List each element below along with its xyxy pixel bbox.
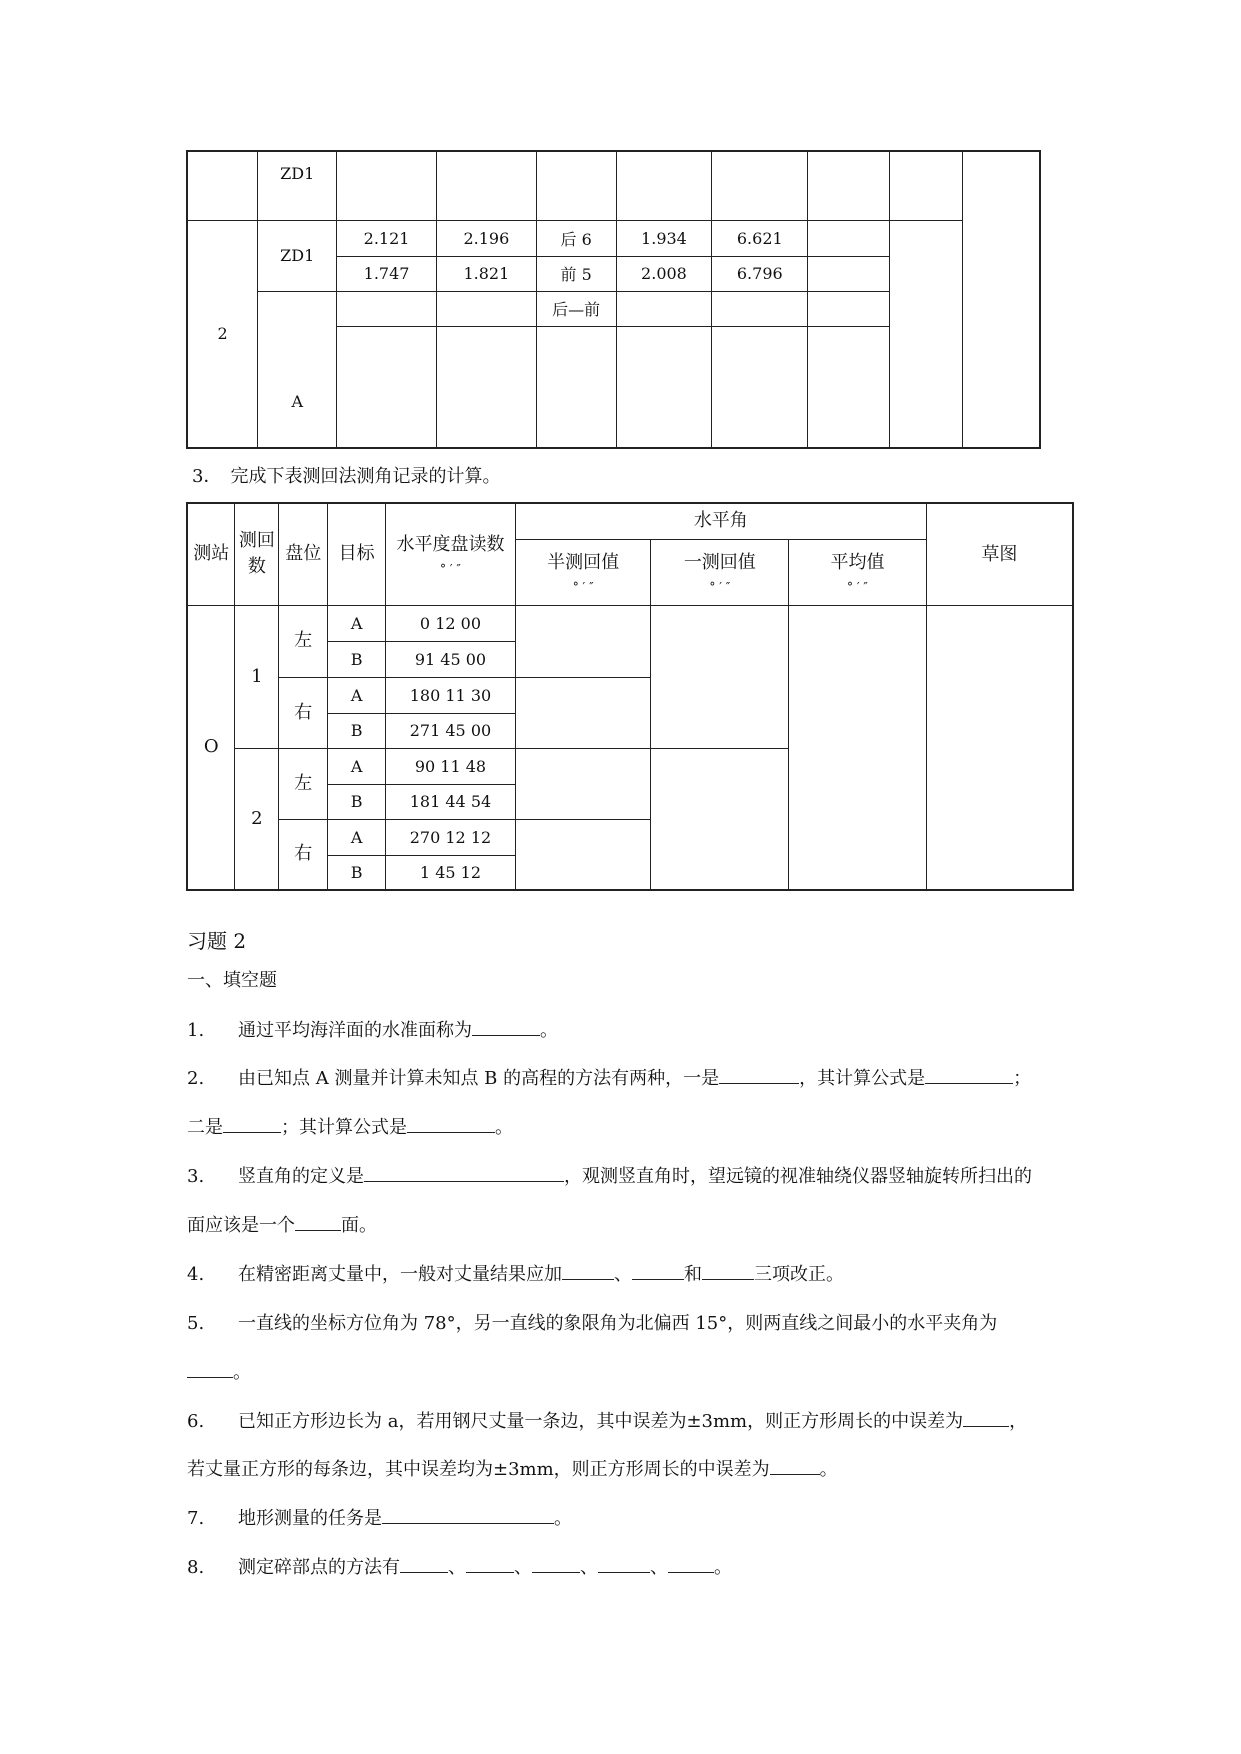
table-cell — [712, 291, 808, 326]
table-cell — [616, 291, 712, 326]
target-cell: A — [328, 605, 386, 641]
blank[interactable] — [472, 1017, 540, 1036]
table-cell — [962, 151, 1040, 448]
blank[interactable] — [532, 1554, 580, 1573]
separator: 、 — [514, 1557, 532, 1578]
header-reading-unit: ° ′ ″ — [440, 562, 461, 577]
question-text: 、 — [614, 1264, 632, 1285]
half-round-cell — [515, 748, 651, 819]
header-half-round — [515, 539, 651, 605]
table-cell — [808, 220, 890, 256]
question-text: ， — [1009, 1411, 1028, 1432]
leveling-table — [186, 150, 1041, 449]
point-label: ZD1 — [258, 151, 337, 220]
reading-cell: 1 45 12 — [386, 855, 516, 890]
station-number: 2 — [187, 220, 258, 448]
question-number: 2. — [187, 1068, 205, 1089]
header-reading — [386, 503, 516, 605]
question-text: ；其计算公式是 — [281, 1117, 407, 1138]
table-cell — [436, 291, 536, 326]
question-number: 3. — [187, 1166, 205, 1187]
separator: 、 — [580, 1557, 598, 1578]
question-text: 二是 — [187, 1117, 223, 1138]
question-number: 8. — [187, 1557, 205, 1578]
blank[interactable] — [963, 1408, 1009, 1427]
question-text: 若丈量正方形的每条边，其中误差均为±3mm，则正方形周长的中误差为 — [187, 1459, 770, 1480]
question-number: 6. — [187, 1411, 205, 1432]
header-horizontal-angle: 水平角 — [515, 503, 926, 539]
table-cell — [808, 291, 890, 326]
blank[interactable] — [187, 1359, 233, 1378]
header-face: 盘位 — [279, 503, 328, 605]
question-8 — [187, 1553, 732, 1579]
question-text: 由已知点 A 测量并计算未知点 B 的高程的方法有两种，一是 — [238, 1068, 720, 1089]
blank[interactable] — [466, 1554, 514, 1573]
question-1 — [187, 1016, 558, 1042]
question-number: 7. — [187, 1508, 205, 1529]
question-text: 已知正方形边长为 a，若用钢尺丈量一条边，其中误差为±3mm，则正方形周长的中误差为 — [238, 1411, 964, 1432]
question-4 — [187, 1260, 844, 1286]
angle-table — [186, 502, 1074, 891]
question-text: 在精密距离丈量中，一般对丈量结果应加 — [238, 1264, 562, 1285]
question-text: 地形测量的任务是 — [238, 1508, 382, 1529]
face-right: 右 — [279, 677, 328, 748]
question-text: 通过平均海洋面的水准面称为 — [238, 1020, 472, 1041]
question-text: ，其计算公式是 — [799, 1068, 926, 1089]
reading-cell: 180 11 30 — [386, 677, 516, 713]
round-2: 2 — [235, 748, 279, 890]
question-text: 。 — [714, 1557, 732, 1578]
target-cell: A — [328, 748, 386, 784]
question-text: 。 — [540, 1020, 558, 1041]
question-text: ； — [1013, 1068, 1032, 1089]
reading-cell: 91 45 00 — [386, 641, 516, 677]
header-average — [789, 539, 927, 605]
header-one-round-label: 一测回值 — [683, 552, 756, 573]
separator: 、 — [650, 1557, 668, 1578]
table-cell — [808, 151, 890, 220]
header-station: 测站 — [187, 503, 235, 605]
blank[interactable] — [407, 1114, 495, 1133]
blank[interactable] — [295, 1212, 341, 1231]
blank[interactable] — [562, 1261, 614, 1280]
blank[interactable] — [400, 1554, 448, 1573]
table-cell: 2.121 — [337, 220, 437, 256]
table-cell — [808, 256, 890, 291]
table-cell — [808, 326, 890, 448]
question-text: ，观测竖直角时，望远镜的视准轴绕仪器竖轴旋转所扫出的 — [564, 1166, 1032, 1187]
point-label: A — [258, 291, 337, 448]
question-text: 。 — [495, 1117, 513, 1138]
header-reading-label: 水平度盘读数 — [396, 534, 505, 556]
table-cell: 1.821 — [436, 256, 536, 291]
table-cell: 2.008 — [616, 256, 712, 291]
target-cell: B — [328, 713, 386, 748]
header-unit: ° ′ ″ — [847, 580, 868, 594]
target-cell: A — [328, 677, 386, 713]
table-cell: 1.747 — [337, 256, 437, 291]
table-cell — [536, 326, 616, 448]
table-cell: 1.934 — [616, 220, 712, 256]
reading-cell: 90 11 48 — [386, 748, 516, 784]
question-text: 。 — [819, 1459, 838, 1480]
blank[interactable] — [719, 1065, 799, 1084]
table-cell: 后 6 — [536, 220, 616, 256]
header-unit: ° ′ ″ — [572, 580, 594, 594]
header-target: 目标 — [328, 503, 386, 605]
reading-cell: 0 12 00 — [386, 605, 516, 641]
target-cell: B — [328, 855, 386, 890]
half-round-cell — [515, 819, 651, 890]
question-6 — [187, 1407, 1027, 1433]
table-cell — [337, 291, 437, 326]
blank[interactable] — [668, 1554, 714, 1573]
table-cell: 6.796 — [712, 256, 808, 291]
header-average-label: 平均值 — [830, 552, 885, 573]
question-2-line-2 — [187, 1113, 513, 1139]
separator: 、 — [448, 1557, 466, 1578]
question-7 — [187, 1504, 572, 1530]
table-cell — [436, 151, 536, 220]
blank[interactable] — [770, 1456, 820, 1475]
table-cell — [712, 326, 808, 448]
one-round-cell — [651, 748, 789, 890]
target-cell: B — [328, 784, 386, 819]
sketch-cell — [926, 605, 1073, 890]
point-label: ZD1 — [258, 220, 337, 291]
target-cell: A — [328, 819, 386, 855]
question-text: 和 — [684, 1264, 702, 1285]
table-cell: 前 5 — [536, 256, 616, 291]
table-cell — [337, 151, 437, 220]
question-text: 一直线的坐标方位角为 78°，另一直线的象限角为北偏西 15°，则两直线之间最小的水平夹角为 — [238, 1313, 998, 1334]
table-cell — [616, 151, 712, 220]
question-3-title: 3． 完成下表测回法测角记录的计算。 — [192, 466, 501, 487]
header-sketch: 草图 — [926, 503, 1073, 605]
station-o: O — [187, 605, 235, 890]
question-3 — [187, 1162, 1032, 1188]
header-rounds: 测回数 — [235, 503, 279, 605]
subsection-title: 一、填空题 — [187, 970, 277, 991]
blank[interactable] — [702, 1261, 754, 1280]
header-unit: ° ′ ″ — [709, 580, 731, 594]
table-cell: 6.621 — [712, 220, 808, 256]
table-cell — [187, 151, 258, 220]
question-2 — [187, 1064, 1031, 1090]
face-right: 右 — [279, 819, 328, 890]
question-5-line-2 — [187, 1358, 251, 1384]
half-round-cell — [515, 677, 651, 748]
half-round-cell — [515, 605, 651, 677]
reading-cell: 270 12 12 — [386, 819, 516, 855]
target-cell: B — [328, 641, 386, 677]
question-text: 三项改正。 — [754, 1264, 844, 1285]
reading-cell: 181 44 54 — [386, 784, 516, 819]
reading-cell: 271 45 00 — [386, 713, 516, 748]
question-text: 竖直角的定义是 — [238, 1166, 364, 1187]
header-half-round-label: 半测回值 — [547, 552, 620, 573]
question-number: 1. — [187, 1020, 205, 1041]
table-cell — [536, 151, 616, 220]
table-cell — [616, 326, 712, 448]
question-3-line-2 — [187, 1211, 377, 1237]
question-text: 面。 — [341, 1215, 377, 1236]
table-cell — [337, 326, 437, 448]
face-left: 左 — [279, 748, 328, 819]
one-round-cell — [651, 605, 789, 748]
table-cell: 2.196 — [436, 220, 536, 256]
header-one-round — [651, 539, 789, 605]
blank[interactable] — [632, 1261, 684, 1280]
blank[interactable] — [925, 1065, 1013, 1084]
question-text: 。 — [233, 1362, 251, 1383]
question-text: 面应该是一个 — [187, 1215, 295, 1236]
question-5 — [187, 1309, 997, 1335]
table-cell — [889, 151, 962, 220]
section-title: 习题 2 — [187, 929, 247, 953]
question-number: 4. — [187, 1264, 205, 1285]
table-cell — [436, 326, 536, 448]
question-text: 测定碎部点的方法有 — [238, 1557, 400, 1578]
question-6-line-2 — [187, 1455, 838, 1481]
table-cell — [712, 151, 808, 220]
blank[interactable] — [364, 1163, 564, 1182]
blank[interactable] — [382, 1505, 554, 1524]
question-number: 5. — [187, 1313, 205, 1334]
blank[interactable] — [223, 1114, 281, 1133]
face-left: 左 — [279, 605, 328, 677]
round-1: 1 — [235, 605, 279, 748]
table-cell — [889, 220, 962, 448]
table-cell: 后—前 — [536, 291, 616, 326]
blank[interactable] — [598, 1554, 650, 1573]
average-cell — [789, 605, 927, 890]
question-text: 。 — [554, 1508, 572, 1529]
